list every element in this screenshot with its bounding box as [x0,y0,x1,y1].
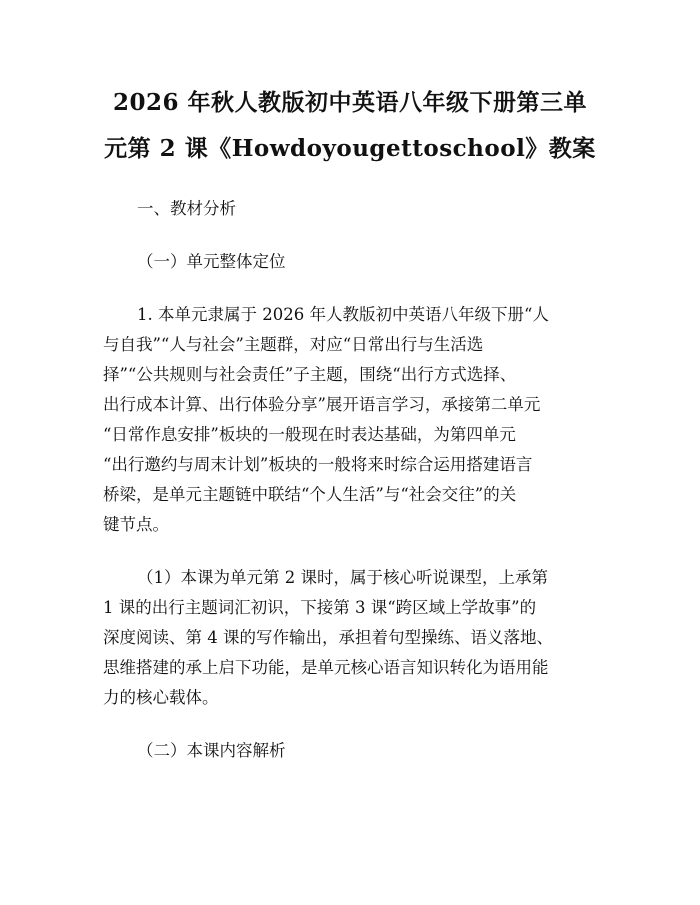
paragraph-line: “出行邀约与周末计划”板块的一般将来时综合运用搭建语言 [103,455,533,474]
paragraph-line: 思维搭建的承上启下功能，是单元核心语言知识转化为语用能 [103,658,549,677]
paragraph-line: 力的核心载体。 [103,688,219,707]
paragraph-line: 桥梁，是单元主题链中联结“个人生活”与“社会交往”的关 [103,485,517,504]
document-title [103,80,597,172]
paragraph-line: “日常作息安排”板块的一般现在时表达基础，为第四单元 [103,425,516,444]
paragraph-line: （1）本课为单元第 2 课时，属于核心听说课型，上承第 [137,568,548,587]
paragraph-unit-overview [103,300,597,540]
paragraph-line: 键节点。 [103,515,169,534]
paragraph-line: 1. 本单元隶属于 2026 年人教版初中英语八年级下册“人 [137,305,549,324]
paragraph-line: 1 课的出行主题词汇初识，下接第 3 课“跨区域上学故事”的 [103,598,537,617]
paragraph-line: 择”“公共规则与社会责任”子主题，围绕“出行方式选择、 [103,365,517,384]
paragraph-line: 深度阅读、第 4 课的写作输出，承担着句型操练、语义落地、 [103,628,553,647]
paragraph-lesson-role [103,563,597,713]
section-heading-textbook-analysis: 一、教材分析 [137,199,236,218]
title-line-1: 2026 年秋人教版初中英语八年级下册第三单 [112,89,588,116]
subsection-heading-unit-positioning: （一）单元整体定位 [137,252,286,271]
subsection-heading-lesson-content: （二）本课内容解析 [137,741,286,760]
paragraph-line: 出行成本计算、出行体验分享”展开语言学习，承接第二单元 [103,395,541,414]
title-line-2: 元第 2 课《Howdoyougettoschool》教案 [104,135,596,162]
paragraph-line: 与自我”“人与社会”主题群，对应“日常出行与生活选 [103,335,484,354]
